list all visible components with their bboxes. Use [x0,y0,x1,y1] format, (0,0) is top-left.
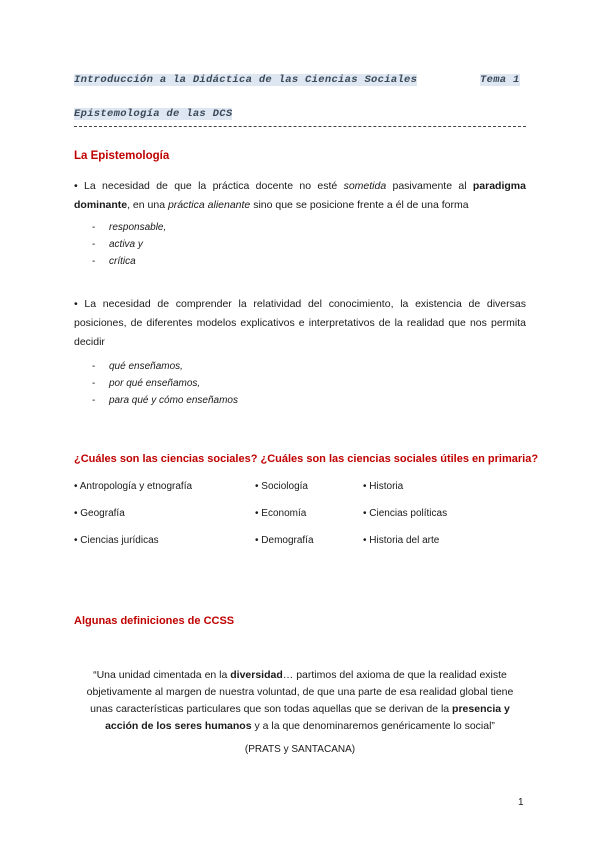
list-item: - crítica [92,256,136,267]
b1-italic-1: sometida [343,180,387,192]
list-item: - por qué enseñamos, [92,378,201,389]
page-number: 1 [518,797,524,808]
grid-item: • Antropología y etnografía [74,481,193,492]
dashed-divider [74,126,526,127]
grid-item: • Economía [255,508,307,519]
grid-item: • Demografía [255,535,314,546]
grid-item: • Sociología [255,481,308,492]
grid-item: • Ciencias jurídicas [74,535,159,546]
b1-italic-2: práctica alienante [167,199,251,211]
quote-bold-2: presencia y acción de los seres humanos [105,703,510,732]
list-item: - responsable, [92,222,167,233]
list-item-text: responsable, [109,222,167,233]
quote-text-3: y a la que denominaremos genéricamente lo social” [251,720,495,732]
quote-author: (PRATS y SANTACANA) [244,744,356,755]
list-item-text: para qué y cómo enseñamos [109,395,238,406]
course-title-text: Introducción a la Didáctica de las Ciencias Sociales [74,74,418,86]
epistemologia-heading: La Epistemología [74,150,170,162]
bullet-paragraph-2: • La necesidad de comprender la relatividad del conocimiento, la existencia de diversas posiciones, de diferentes modelos explicativos e interpretativos de la realidad que nos permita decidir [74,298,526,348]
definiciones-heading: Algunas definiciones de CCSS [74,615,235,627]
list-1 [92,219,166,270]
section-subtitle [74,108,232,120]
quote-text-2: … partimos del axioma de que la realidad existe objetivamente al margen de nuestra voluntad, de que una parte de esa realidad global tiene unas características particulares que son todas aquellas que se derivan de la [86,669,514,715]
tema-label-text: Tema 1 [480,74,520,86]
grid-item: • Historia [363,481,404,492]
b1-text-4: sino que se posicione frente a él de una forma [250,199,469,211]
list-item: - para qué y cómo enseñamos [92,395,238,406]
tema-label [480,74,520,86]
section-subtitle-text: Epistemología de las DCS [74,108,233,120]
ciencias-sociales-heading: ¿Cuáles son las ciencias sociales? ¿Cuáles son las ciencias sociales útiles en primaria? [74,453,539,465]
quote-bold-1: diversidad [230,669,283,681]
grid-item: • Ciencias políticas [363,508,448,519]
course-title [74,74,417,86]
list-item-text: activa y [109,239,143,250]
definition-quote [74,667,526,735]
grid-item: • Geografía [74,508,125,519]
bullet-paragraph-1 [74,177,526,215]
b1-bold-1: paradigma dominante [74,180,526,211]
list-item-text: qué enseñamos, [109,361,183,372]
b1-text-3: , en una [127,199,168,211]
list-2 [92,358,238,409]
b1-text-2: pasivamente al [386,180,473,192]
quote-text-1: “Una unidad cimentada en la [93,669,231,681]
list-item: - activa y [92,239,143,250]
list-item-text: por qué enseñamos, [109,378,201,389]
grid-item: • Historia del arte [363,535,440,546]
list-item-text: crítica [109,256,136,267]
list-item: - qué enseñamos, [92,361,183,372]
b1-text-1: • La necesidad de que la práctica docente no esté [74,180,344,192]
